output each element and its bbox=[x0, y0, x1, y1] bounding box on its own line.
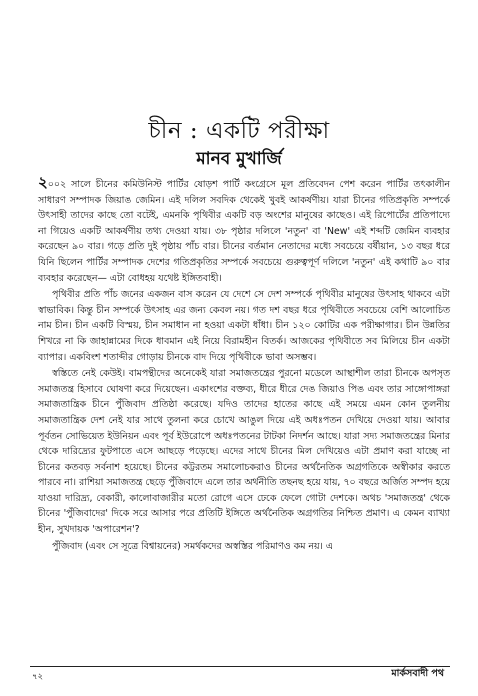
drop-cap: ২ bbox=[38, 173, 48, 191]
article-body bbox=[38, 173, 450, 555]
paragraph-1 bbox=[38, 173, 450, 286]
paragraph-2: পৃথিবীর প্রতি পাঁচ জনের একজন বাস করেন যে দেশে সে দেশ সম্পর্কে পৃথিবীর মানুষের উৎসাহ থাকবে এটা স্বাভাবিক। কিন্তু চীন সম্পর্কে উৎসাহ এর জন্য কেবল নয়। গত দশ বছর ধরে পৃথিবীতে সবচেয়ে বেশি আলোচিত নাম চীন। চীন একটি বিস্ময়, চীন সমাধান না হওয়া একটা ধাঁধা। চীন ১২০ কোটির এক পরীক্ষাগার। চীন উন্নতির শিখরে না কি জাহান্নামের দিকে ধাবমান এই নিয়ে বিরামহীন বিতর্ক। আজকের পৃথিবীতে সব মিলিয়ে চীন একটা ব্যাপার। একবিংশ শতাব্দীর গোড়ায় চীনকে বাদ দিয়ে পৃথিবীকে ভাবা অসম্ভব। bbox=[38, 289, 450, 363]
paragraph-4: পুঁজিবাদ (এবং সে সূত্রে বিশ্বায়নের) সমর্থকদের অস্বস্তির পরিমাণও কম নয়। এ bbox=[52, 540, 333, 552]
journal-name: মার্কসবাদী পথ bbox=[391, 668, 444, 679]
paragraph-1-text: ০০২ সালে চীনের কমিউনিস্ট পার্টির ষোড়শ পার্টি কংগ্রেসে মূল প্রতিবেদন পেশ করেন পার্টির তৎকালীন সাধারণ সম্পাদক জিয়াঙ জেমিন। এই দলিল সবদিক থেকেই খুবই আকর্ষণীয়। যারা চীনের গতিপ্রকৃতি সম্পর্কে উৎসাহী তাদের কাছে তো বটেই, এমনকি পৃথিবীর একটি বড় অংশের মানুষের কাছেও। এই রিপোর্টের প্রতিপাদ্যে না গিয়েও একটি আকর্ষণীয় তথ্য দেওয়া যায়। ৩৮ পৃষ্ঠার দলিলে 'নতুন' বা 'New' এই শব্দটি জেমিন ব্যবহার করেছেন ৯০ বার। গড়ে প্রতি দুই পৃষ্ঠায় পাঁচ বার। চীনের বর্তমান নেতাদের মধ্যে সবচেয়ে বর্ষীয়ান, ১৩ বছর ধরে যিনি ছিলেন পার্টির সম্পাদক দেশের গতিপ্রকৃতির সম্পর্কে সবচেয়ে গুরুত্বপূর্ণ দলিলে 'নতুন' এই কথাটি ৯০ বার ব্যবহার করেছেন— এটা বোধহয় যথেষ্ট ইঙ্গিতবাহী। bbox=[38, 179, 450, 284]
page-number: ৭২ bbox=[32, 672, 44, 682]
footer-divider bbox=[30, 666, 450, 667]
article-author: মানব মুখার্জি bbox=[196, 149, 282, 169]
article-title: চীন : একটি পরীক্ষা bbox=[148, 118, 330, 144]
paragraph-3: স্বস্তিতে নেই কেউই। বামপন্থীদের অনেকেই যারা সমাজতন্ত্রের পুরনো মডেলে আস্থাশীল তারা চীনকে অপসৃত সমাজতন্ত্র হিসাবে ঘোষণা করে দিয়েছেন। একাংশের বক্তব্য, ধীরে ধীরে দেঙ জিয়াও পিঙ এবং তার সাঙ্গোপাঙ্গরা সমাজতান্ত্রিক চীনে পুঁজিবাদ প্রতিষ্ঠা করেছে। যদিও তাদের হাতের কাছে এই সময়ে এমন কোন তুলনীয় সমাজতান্ত্রিক দেশ নেই যার সাথে তুলনা করে চোখে আঙুল দিয়ে এই অধঃপতন দেখিয়ে দেওয়া যায়। আবার পূর্বতন সোভিয়েত ইউনিয়ন এবং পূর্ব ইউরোপে অধঃপতনের টাটকা নিদর্শন আছে। যারা সদ্য সমাজতন্ত্রের মিনার থেকে দারিদ্র্যের ফুটপাতে এসে আছড়ে পড়েছে। এদের সাথে চীনের মিল দেখিয়েও এটা প্রমাণ করা যাচ্ছে না চীনের কতবড় সর্বনাশ হয়েছে। চীনের কট্টরতম সমালোচকরাও চীনের অর্থনৈতিক অগ্রগতিকে অস্বীকার করতে পারবে না। রাশিয়া সমাজতন্ত্র ছেড়ে পুঁজিবাদে এলে তার অর্থনীতি তছনছ হয়ে যায়, ৭০ বছরে অর্জিত সম্পদ হয়ে যাওয়া দারিদ্র্য, বেকারী, কালোবাজারীর মতো রোগে এসে ঢেকে ফেলে গোটা দেশকে। অথচ 'সমাজতন্ত্র' থেকে চীনের 'পুঁজিবাদের' দিকে সরে আসার পরে প্রতিটি ইঙ্গিতে অর্থনৈতিক অগ্রগতির নিশ্চিত প্রমাণ। এ কেমন ব্যাখ্যা হীন, সুখদায়ক 'অপারেশন'? bbox=[38, 368, 450, 536]
